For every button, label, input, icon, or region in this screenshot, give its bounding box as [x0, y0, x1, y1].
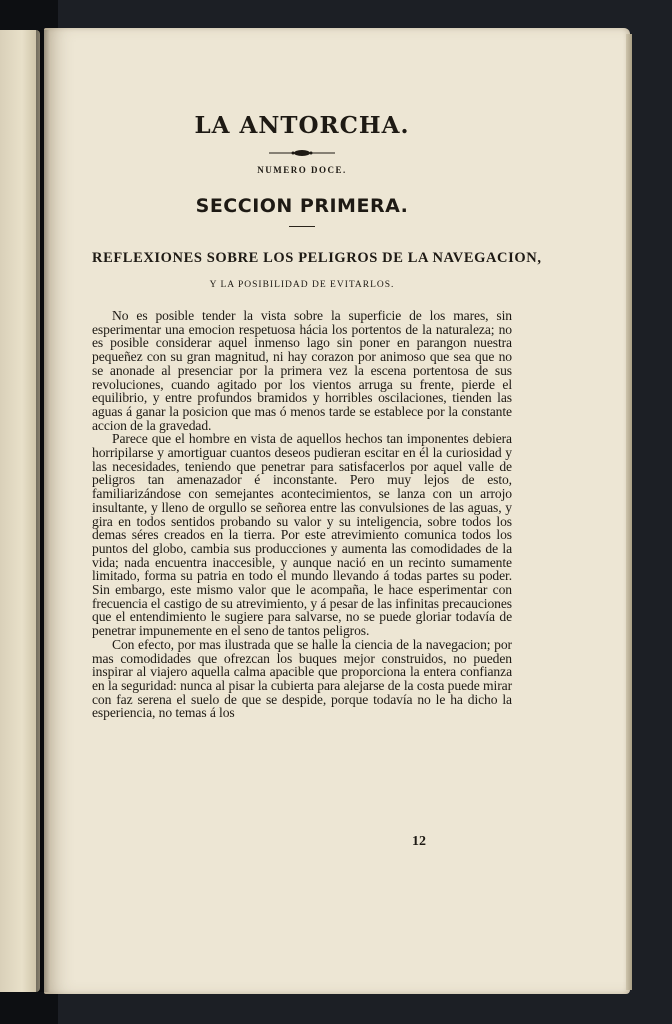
paragraph: No es posible tender la vista sobre la superficie de los mares, sin esperimentar una emocion respetuosa hácia los portentos de la naturaleza; no es posible considerar aquel inmenso lago sin poner en parangon nuestra pequeñez con su gran magnitud, ni hay corazon por animoso que sea que no se anonade al presenciar por la primera vez la escena portentosa de sus revoluciones, cuando agitado por los vientos arruga su frente, pierde el equilibrio, y entre profundos bramidos y horribles oscilaciones, tienden las aguas á ganar la posicion que mas ó menos tarde se establece por la constante accion de la gravedad.: [92, 308, 512, 433]
page-content: [92, 110, 542, 721]
spine-shadow: [36, 30, 50, 992]
paragraph: Con efecto, por mas ilustrada que se halle la ciencia de la navegacion; por mas comodidades que ofrezcan los buques mejor construidos, no pueden inspirar al viajero aquella calma apacible que proporciona la entera confianza en la seguridad: nunca al pisar la cubierta para alejarse de la costa puede mirar con faz serena el suelo de que se despide, porque todavía no le ha dicho la esperiencia, no temas á los: [92, 636, 512, 721]
article-subheading: Y LA POSIBILIDAD DE EVITARLOS.: [209, 280, 395, 290]
publication-title: LA ANTORCHA.: [194, 112, 410, 139]
section-rule: [289, 226, 315, 227]
page-fore-edge: [626, 34, 632, 990]
ornament-divider-icon: [267, 148, 337, 158]
paragraph: Parece que el hombre en vista de aquellos hechos tan imponentes debiera horripilarse y amortiguar cuantos deseos pudieran escitar en él la curiosidad y las necesidades, teniendo que penetrar para satisfacerlos por aquel valle de peligros tan amenazador é inconstante. Pero muy lejos de esto, familiarizándose con semejantes acontecimientos, se lanza con un arrojo insultante, y lleno de orgullo se señorea entre las convulsiones de las aguas, y gira en todos sentidos probando su valor y su inteligencia, sobre todos los demas séres creados en la tierra. Por este atrevimiento comunica todos los puntos del globo, cambia sus producciones y aumenta las comodidades de la vida; nada encuentra inaccesible, y aunque nació en un recinto sumamente limitado, forma su patria en todo el mundo llevando á todas partes su poder. Sin embargo, este mismo valor que le acompaña, le hace esperimentar con frecuencia el castigo de su atrevimiento, y á pesar de las infinitas precauciones que el entendimiento le sugiere para salvarse, no se puede gloriar todavía de penetrar impunemente en el seno de tantos peligros.: [92, 431, 512, 639]
section-title: SECCION PRIMERA.: [195, 195, 409, 217]
signature-mark: 12: [412, 834, 426, 849]
article-heading: REFLEXIONES SOBRE LOS PELIGROS DE LA NAVEGACION,: [92, 250, 542, 266]
issue-number: NUMERO DOCE.: [257, 165, 347, 175]
facing-page-edge: [0, 30, 40, 992]
article-body: [92, 309, 512, 720]
